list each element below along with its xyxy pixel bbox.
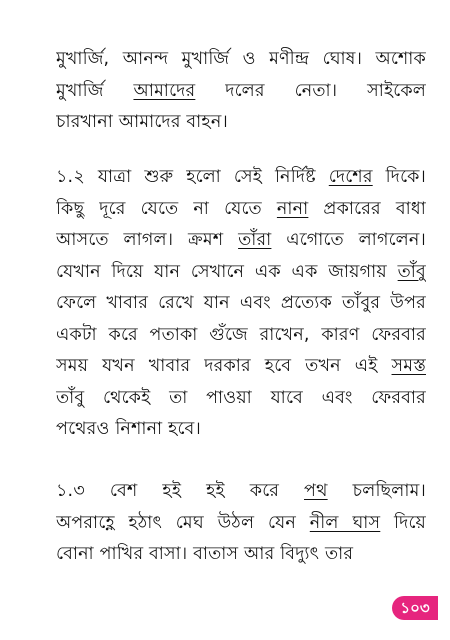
text-line (56, 414, 426, 446)
text-segment: বোনা পাখির বাসা। বাতাস আর বিদ্যুৎ তার (56, 544, 354, 564)
text-segment: কিছু দূরে যেতে না যেতে (56, 198, 277, 219)
underlined-word: নীল ঘাস (309, 512, 381, 533)
underlined-word: নানা (276, 198, 309, 219)
text-segment: একটা করে পতাকা গুঁজে রাখেন, কারণ ফেরবার (56, 324, 426, 345)
text-line (56, 288, 426, 320)
text-segment: ১.৩ বেশ হই হই করে (56, 481, 305, 501)
text-segment: দলের নেতা। সাইকেল (195, 80, 426, 101)
text-segment: যেখান দিয়ে যান সেখানে এক এক জায়গায় (56, 261, 398, 282)
text-line (56, 539, 426, 571)
text-line (56, 44, 426, 76)
text-segment: চারখানা আমাদের বাহন। (56, 112, 228, 132)
text-line (56, 76, 426, 108)
text-segment: পথেরও নিশানা হবে। (56, 419, 201, 439)
underlined-word: আমাদের (133, 80, 196, 101)
text-segment: সময় যখন খাবার দরকার হবে তখন এই (56, 356, 392, 376)
text-segment: মুখার্জি (56, 80, 134, 101)
text-segment: দিকে। (372, 167, 426, 187)
paragraph-1-intro (56, 44, 426, 139)
text-line (56, 107, 426, 139)
text-segment: এগোতে লাগলেন। (271, 230, 426, 250)
text-segment: ১.২ যাত্রা শুরু হলো সেই নির্দিষ্ট (56, 167, 329, 187)
underlined-word: পথ (304, 481, 328, 501)
text-line (56, 476, 426, 508)
text-segment: মুখার্জি, আনন্দ মুখার্জি ও মণীন্দ্র ঘোষ। অশোক (56, 49, 426, 69)
text-segment: প্রকারের বাধা (308, 198, 426, 219)
text-line (56, 383, 426, 415)
page-number-badge: ১০৩ (392, 596, 438, 620)
text-line (56, 320, 426, 352)
text-segment: তাঁবু থেকেই তা পাওয়া যাবে এবং ফেরবার (56, 387, 426, 408)
text-line (56, 508, 426, 540)
text-segment: চলছিলাম। (327, 481, 426, 501)
text-line (56, 225, 426, 257)
paragraph-1-2 (56, 162, 426, 446)
paragraph-1-3 (56, 476, 426, 571)
text-segment: অপরাহ্ণে হঠাৎ মেঘ উঠল যেন (56, 512, 310, 533)
underlined-word: তাঁরা (238, 230, 272, 250)
text-segment: দিয়ে (380, 512, 426, 533)
text-line (56, 351, 426, 383)
text-segment: ফেলে খাবার রেখে যান এবং প্রত্যেক তাঁবুর উপর (56, 293, 426, 313)
underlined-word: সমস্ত (391, 356, 426, 376)
text-segment: আসতে লাগল। ক্রমশ (56, 230, 239, 250)
text-line (56, 194, 426, 226)
text-line (56, 162, 426, 194)
underlined-word: তাঁবু (397, 261, 426, 282)
text-line (56, 257, 426, 289)
underlined-word: দেশের (328, 167, 373, 187)
